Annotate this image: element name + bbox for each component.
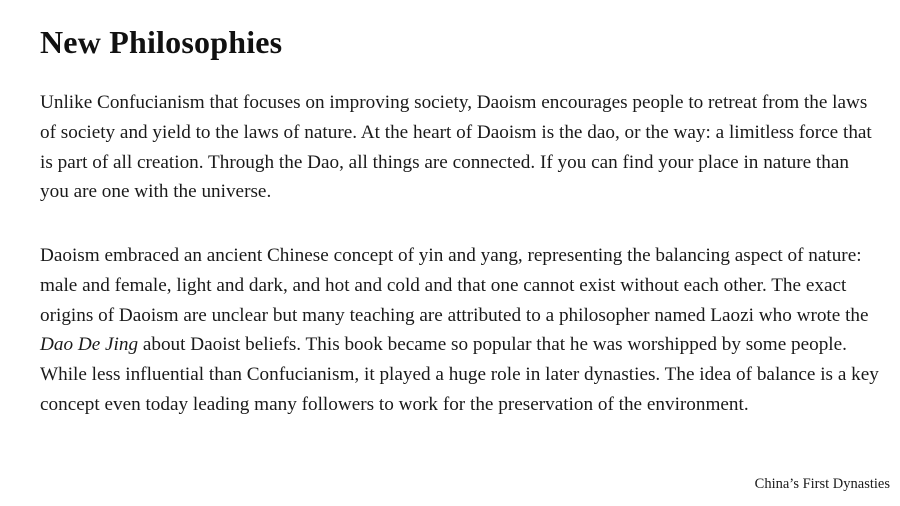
paragraph-text-after: about Daoist beliefs. This book became so popular that he was worshipped by some people. While less influential than Confucianism, it played a huge role in later dynasties. The idea of balance is a key concept even today leading many followers to work for the preservation of the environment. — [40, 334, 879, 415]
slide-title: New Philosophies — [40, 24, 283, 60]
book-title-italic: Dao De Jing — [40, 334, 139, 356]
paragraph-daoism-intro: Unlike Confucianism that focuses on improving society, Daoism encourages people to retreat from the laws of society and yield to the laws of nature. At the heart of Daoism is the dao, or the way: a limitless force that is part of all creation. Through the Dao, all things are connected. If you can find your place in nature than you are one with the universe. — [40, 92, 872, 203]
paragraph-yin-yang — [40, 241, 880, 420]
footer-caption: China’s First Dynasties — [754, 476, 890, 492]
paragraph-text-before: Daoism embraced an ancient Chinese concept of yin and yang, representing the balancing aspect of nature: male and female, light and dark, and hot and cold and that one cannot exist without each other. The exact origins of Daoism are unclear but many teaching are attributed to a philosopher named Laozi who wrote the — [40, 245, 869, 326]
